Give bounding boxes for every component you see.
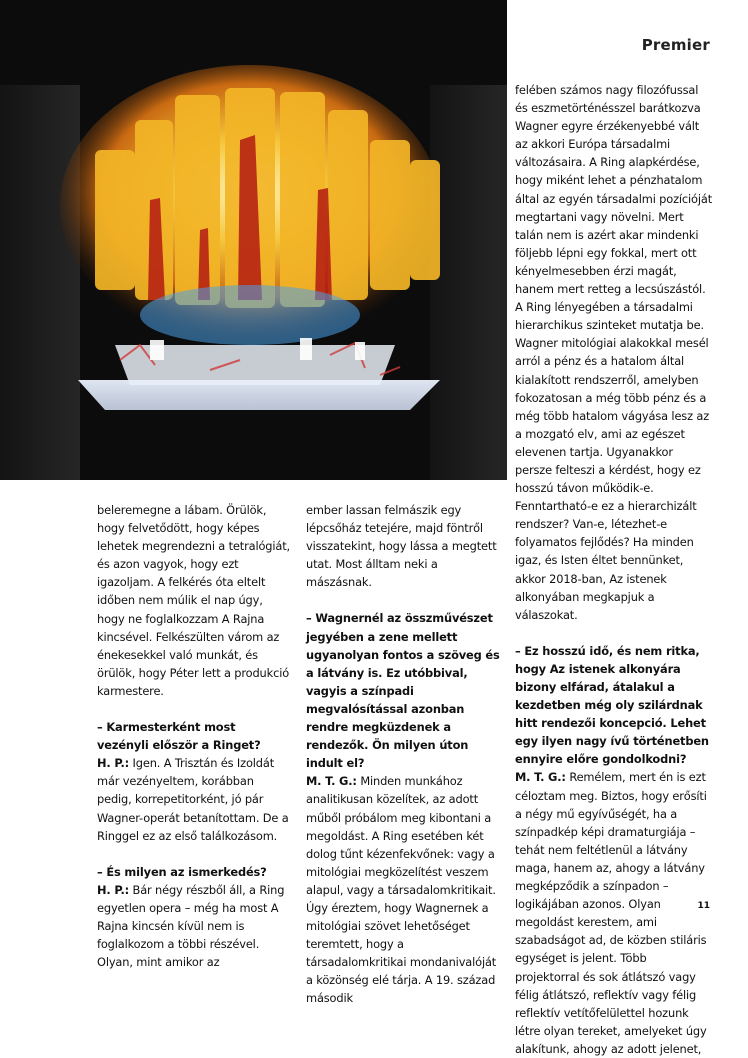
speaker: H. P.: — [97, 756, 130, 771]
section-label: Premier — [641, 36, 710, 54]
stage-set-photo — [0, 0, 507, 480]
question: – Wagnernél az összművészet jegyében a zene mellett ugyanolyan fontos a szöveg és a látvány is. Ez utóbbival, vagyis a színpadi megvalósítással azonban rendre megküzdenek a rendezők. Ön milyen úton indult el? — [306, 611, 500, 771]
answer — [306, 772, 502, 1007]
speaker: H. P.: — [97, 882, 130, 897]
answer-text: Remélem, mert én is ezt céloztam meg. Biztos, hogy erősíti a négy mű egyívűségét, ha a színpadkép képi dramaturgiája – tehát nem feltétlenül a látvány maga, hanem az, ahogy a látvány megképződik a színpadon – logikájában azonos. Olyan megoldást kerestem, ami szabadságot ad, de közben stiláris egységet is jelent. Több projektorral és sok átlátszó vagy félig átlátszó, reflektív vagy félig reflektív vetítőfelülettel hozunk létre olyan tereket, amelyeket úgy alakítunk, ahogy az adott jelenet, — [515, 770, 707, 1056]
paragraph: beleremegne a lábam. Örülök, hogy felvetődött, hogy képes lehetek megrendezni a tetralógiát, és azon vagyok, hogy ezt igazoljam. A felkérés óta eltelt időben nem múlik el nap úgy, hogy ne foglalkozzam A Rajna kincsével. Felkészülten várom az énekesekkel való munkát, és örülök, hogy Péter lett a produkció karmestere. — [97, 503, 291, 698]
answer — [97, 881, 290, 971]
column-2 — [306, 501, 502, 1008]
page-number: 11 — [697, 901, 710, 911]
answer-text: Minden munkához analitikusan közelítek, az adott műből próbálom meg kibontani a megoldást. A Ring esetében két dolog tűnt kézenfekvőnek: vagy a mitológiai megközelítést veszem alapul, vagy a társadalomkritikait. Úgy éreztem, hogy Wagnernek a mitológiai szövet lehetőséget teremtett, hogy a társadalomkritikai mondanivalóját a közönség elé tárja. A 19. század második — [306, 774, 497, 1006]
column-1 — [97, 501, 290, 971]
stage-illustration — [0, 0, 507, 480]
answer-text: Bár négy részből áll, a Ring egyetlen opera – még ha most A Rajna kincsén kívül nem is foglalkozom a többi részével. Olyan, mint amikor az — [97, 882, 285, 970]
paragraph: felében számos nagy filozófussal és eszmetörténésszel barátkozva Wagner egyre érzékenyebbé vált az akkori Európa társadalmi változásaira. A Ring alapkérdése, hogy miként lehet a pénzhatalom által az egyén társadalmi pozícióját megtartani vagy növelni. Mert talán nem is azért akar mindenki följebb lépni egy fokkal, mert ott kényelmesebben érzi magát, hanem mert retteg a lecsúszástól. A Ring lényegében a társadalmi hierarchikus szinteket mutatja be. Wagner mitológiai alakokkal mesél arról a pénz és a hatalom által kialakított rendszerről, amelyben fokozatosan a még több pénz és a még több hatalom vágyása lesz az a mozgató elv, ami az egészet elevenen tartja. Ugyanakkor persze felteszi a kérdést, hogy ez hosszú távon működik-e. Fenntartható-e ez a hierarchizált rendszer? Van-e, létezhet-e folyamatos fejlődés? Ha minden igaz, és Isten éltet bennünket, akkor 2018-ban, Az istenek alkonyában megkapjuk a válaszokat. — [515, 83, 713, 622]
answer-text: Igen. A Trisztán és Izoldát már vezényeltem, korábban pedig, korrepetitorként, jó pár Wagner-operát betanítottam. De a Ringgel ez az első találkozásom. — [97, 756, 289, 843]
question: – Ez hosszú idő, és nem ritka, hogy Az istenek alkonyára bizony elfárad, átalakul a kezdetben még oly szilárdnak hitt rendezői koncepció. Lehet egy ilyen nagy ívű történetben ennyire előre gondolkodni? — [515, 643, 709, 767]
column-3 — [515, 81, 713, 1058]
speaker: M. T. G.: — [515, 770, 566, 785]
question: – És milyen az ismerkedés? — [97, 864, 267, 879]
paragraph: ember lassan felmászik egy lépcsőház tetejére, majd föntről visszatekint, hogy lássa a megtett utat. Most álltam neki a mászásnak. — [306, 503, 497, 590]
speaker: M. T. G.: — [306, 774, 357, 789]
answer — [515, 768, 713, 1058]
question: – Karmesterként most vezényli először a Ringet? — [97, 720, 261, 753]
answer — [97, 754, 290, 844]
